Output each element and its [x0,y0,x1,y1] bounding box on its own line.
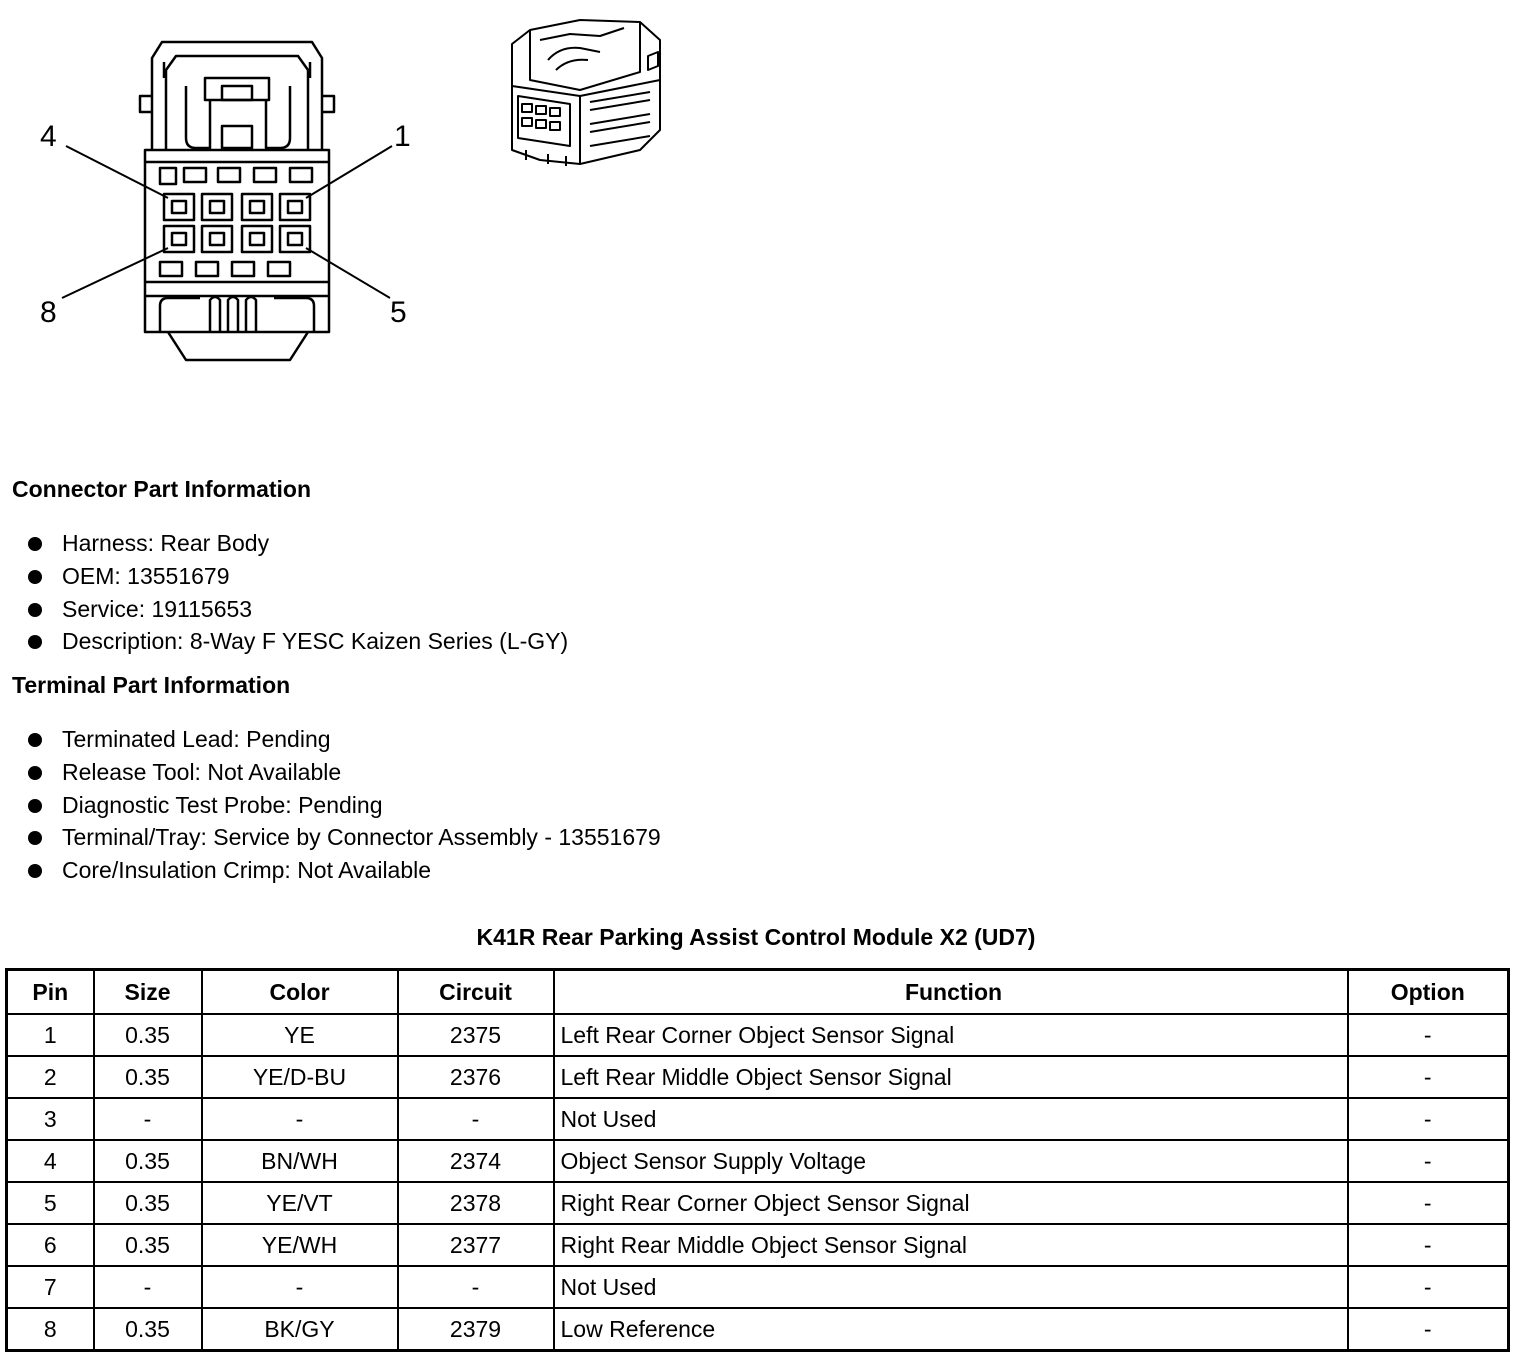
cell-option: - [1348,1140,1509,1182]
connector-diagram [0,0,700,380]
cell-function: Not Used [554,1266,1348,1308]
cell-function: Object Sensor Supply Voltage [554,1140,1348,1182]
bullet-icon [28,603,42,617]
cell-option: - [1348,1014,1509,1056]
cell-pin: 7 [7,1266,94,1308]
cell-size: 0.35 [94,1140,202,1182]
cell-circuit: 2379 [398,1308,554,1351]
cell-color: BN/WH [202,1140,398,1182]
cell-pin: 8 [7,1308,94,1351]
cell-option: - [1348,1098,1509,1140]
cell-circuit: 2376 [398,1056,554,1098]
list-item: Core/Insulation Crimp: Not Available [28,854,661,887]
cell-pin: 4 [7,1140,94,1182]
connector-3d-view [512,20,660,166]
list-item: Release Tool: Not Available [28,756,661,789]
cell-color: YE/D-BU [202,1056,398,1098]
header-size: Size [94,970,202,1015]
list-item: Description: 8-Way F YESC Kaizen Series (L-GY) [28,625,568,658]
header-color: Color [202,970,398,1015]
cell-function: Low Reference [554,1308,1348,1351]
list-item: Terminal/Tray: Service by Connector Assembly - 13551679 [28,821,661,854]
list-item: Terminated Lead: Pending [28,723,661,756]
bullet-icon [28,864,42,878]
table-header-row [7,970,1509,1015]
header-circuit: Circuit [398,970,554,1015]
bullet-icon [28,766,42,780]
pin-callout-4: 4 [40,120,57,153]
list-item: Diagnostic Test Probe: Pending [28,789,661,822]
cell-pin: 5 [7,1182,94,1224]
cell-function: Not Used [554,1098,1348,1140]
table-row [7,1308,1509,1351]
cell-color: - [202,1098,398,1140]
cell-color: - [202,1266,398,1308]
pin-table [5,968,1510,1352]
connector-face [140,42,334,360]
cell-circuit: - [398,1266,554,1308]
bullet-icon [28,570,42,584]
cell-circuit: 2374 [398,1140,554,1182]
bullet-icon [28,799,42,813]
cell-option: - [1348,1308,1509,1351]
cell-color: YE/VT [202,1182,398,1224]
cell-size: 0.35 [94,1056,202,1098]
cell-circuit: 2378 [398,1182,554,1224]
cell-function: Right Rear Middle Object Sensor Signal [554,1224,1348,1266]
list-item: OEM: 13551679 [28,560,568,593]
table-row [7,1140,1509,1182]
bullet-icon [28,831,42,845]
cell-function: Right Rear Corner Object Sensor Signal [554,1182,1348,1224]
cell-circuit: 2375 [398,1014,554,1056]
cell-color: YE [202,1014,398,1056]
cell-size: 0.35 [94,1182,202,1224]
cell-size: - [94,1266,202,1308]
cell-pin: 1 [7,1014,94,1056]
table-row [7,1014,1509,1056]
bullet-icon [28,733,42,747]
bullet-icon [28,635,42,649]
cell-circuit: 2377 [398,1224,554,1266]
table-row [7,1098,1509,1140]
cell-size: 0.35 [94,1308,202,1351]
cell-option: - [1348,1182,1509,1224]
connector-info-heading: Connector Part Information [12,476,312,502]
list-item: Harness: Rear Body [28,527,568,560]
terminal-info-list [28,723,661,887]
cell-option: - [1348,1266,1509,1308]
pin-callout-5: 5 [390,296,407,329]
pin-callout-8: 8 [40,296,57,329]
header-pin: Pin [7,970,94,1015]
table-row [7,1182,1509,1224]
cell-size: - [94,1098,202,1140]
table-row [7,1224,1509,1266]
cell-pin: 2 [7,1056,94,1098]
connector-info-list [28,527,568,658]
header-option: Option [1348,970,1509,1015]
bullet-icon [28,537,42,551]
header-function: Function [554,970,1348,1015]
cell-function: Left Rear Middle Object Sensor Signal [554,1056,1348,1098]
cell-color: BK/GY [202,1308,398,1351]
cell-size: 0.35 [94,1014,202,1056]
pin-callout-1: 1 [394,120,411,153]
cell-function: Left Rear Corner Object Sensor Signal [554,1014,1348,1056]
cell-option: - [1348,1056,1509,1098]
cell-option: - [1348,1224,1509,1266]
table-row [7,1266,1509,1308]
cell-circuit: - [398,1098,554,1140]
pin-table-title: K41R Rear Parking Assist Control Module X2 (UD7) [476,924,1036,950]
cell-pin: 6 [7,1224,94,1266]
cell-size: 0.35 [94,1224,202,1266]
terminal-info-heading: Terminal Part Information [12,672,291,698]
cell-pin: 3 [7,1098,94,1140]
list-item: Service: 19115653 [28,593,568,626]
cell-color: YE/WH [202,1224,398,1266]
table-row [7,1056,1509,1098]
